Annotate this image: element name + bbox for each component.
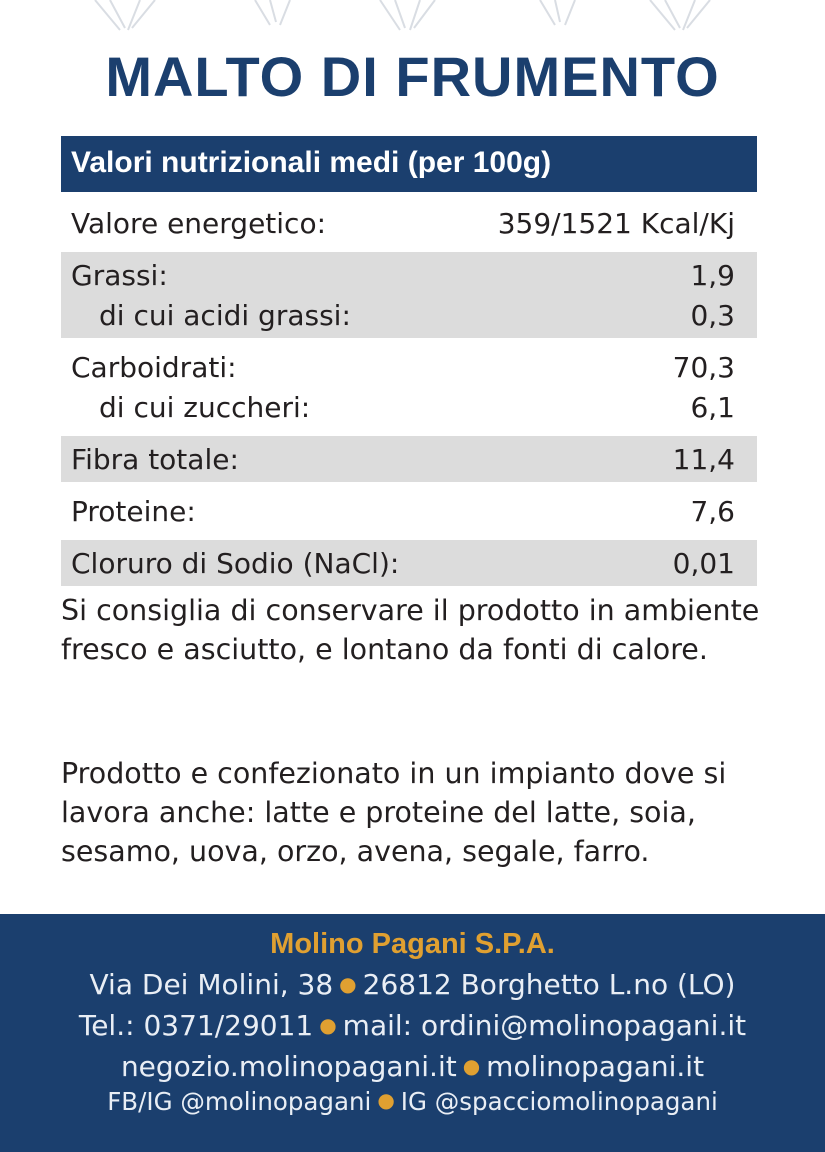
phone-number: Tel.: 0371/29011: [78, 1009, 314, 1042]
shop-website-link[interactable]: negozio.molinopagani.it: [120, 1050, 457, 1083]
nutrition-group-protein: [61, 488, 757, 534]
table-row: [71, 439, 735, 479]
row-value: 6,1: [690, 390, 735, 424]
row-label: Valore energetico:: [71, 206, 327, 240]
bullet-icon: ●: [377, 1088, 395, 1112]
row-value: 11,4: [672, 442, 735, 476]
company-name: Molino Pagani S.P.A.: [270, 928, 555, 960]
row-label: Carboidrati:: [71, 350, 237, 384]
contact-line: [0, 1009, 825, 1042]
row-value: 0,3: [690, 298, 735, 332]
row-value: 0,01: [672, 546, 735, 580]
email-address[interactable]: mail: ordini@molinopagani.it: [342, 1009, 747, 1042]
row-label: Fibra totale:: [71, 442, 239, 476]
table-row: [71, 387, 735, 427]
storage-note: Si consiglia di conservare il prodotto in ambiente fresco e asciutto, e lontano da fonti di calore.: [61, 594, 760, 666]
table-row: [71, 491, 735, 531]
row-label: Proteine:: [71, 494, 196, 528]
row-label: di cui acidi grassi:: [99, 298, 351, 332]
social-ig-handle[interactable]: IG @spacciomolinopagani: [400, 1087, 718, 1116]
bullet-icon: ●: [319, 1013, 337, 1037]
nutrition-table: [61, 200, 757, 592]
address-street: Via Dei Molini, 38: [89, 968, 334, 1001]
nutrition-group-carbs: [61, 344, 757, 430]
row-label: Cloruro di Sodio (NaCl):: [71, 546, 400, 580]
row-value: 1,9: [690, 258, 735, 292]
table-row: [71, 255, 735, 295]
nutrition-table-header: Valori nutrizionali medi (per 100g): [61, 136, 757, 192]
row-value: 359/1521 Kcal/Kj: [497, 206, 735, 240]
table-row: [71, 347, 735, 387]
bullet-icon: ●: [339, 972, 357, 996]
row-label: di cui zuccheri:: [99, 390, 311, 424]
nutrition-group-sodium: [61, 540, 757, 586]
social-line: [0, 1087, 825, 1116]
row-label: Grassi:: [71, 258, 168, 292]
row-value: 7,6: [690, 494, 735, 528]
table-row: [71, 543, 735, 583]
address-line: [0, 968, 825, 1001]
table-row: [71, 203, 735, 243]
nutrition-group-fiber: [61, 436, 757, 482]
row-value: 70,3: [672, 350, 735, 384]
website-link[interactable]: molinopagani.it: [486, 1050, 705, 1083]
allergen-note: Prodotto e confezionato in un impianto dove si lavora anche: latte e proteine del latte, soia, sesamo, uova, orzo, avena, segale, farro.: [61, 757, 727, 868]
wheat-decoration-icon: [0, 0, 825, 40]
bullet-icon: ●: [462, 1054, 481, 1078]
table-row: [71, 295, 735, 335]
product-title: MALTO DI FRUMENTO: [105, 45, 720, 108]
nutrition-group-energy: [61, 200, 757, 246]
websites-line: [0, 1050, 825, 1083]
social-fbig-handle[interactable]: FB/IG @molinopagani: [107, 1087, 372, 1116]
nutrition-group-fats: [61, 252, 757, 338]
company-footer: [0, 914, 825, 1152]
address-city: 26812 Borghetto L.no (LO): [362, 968, 736, 1001]
